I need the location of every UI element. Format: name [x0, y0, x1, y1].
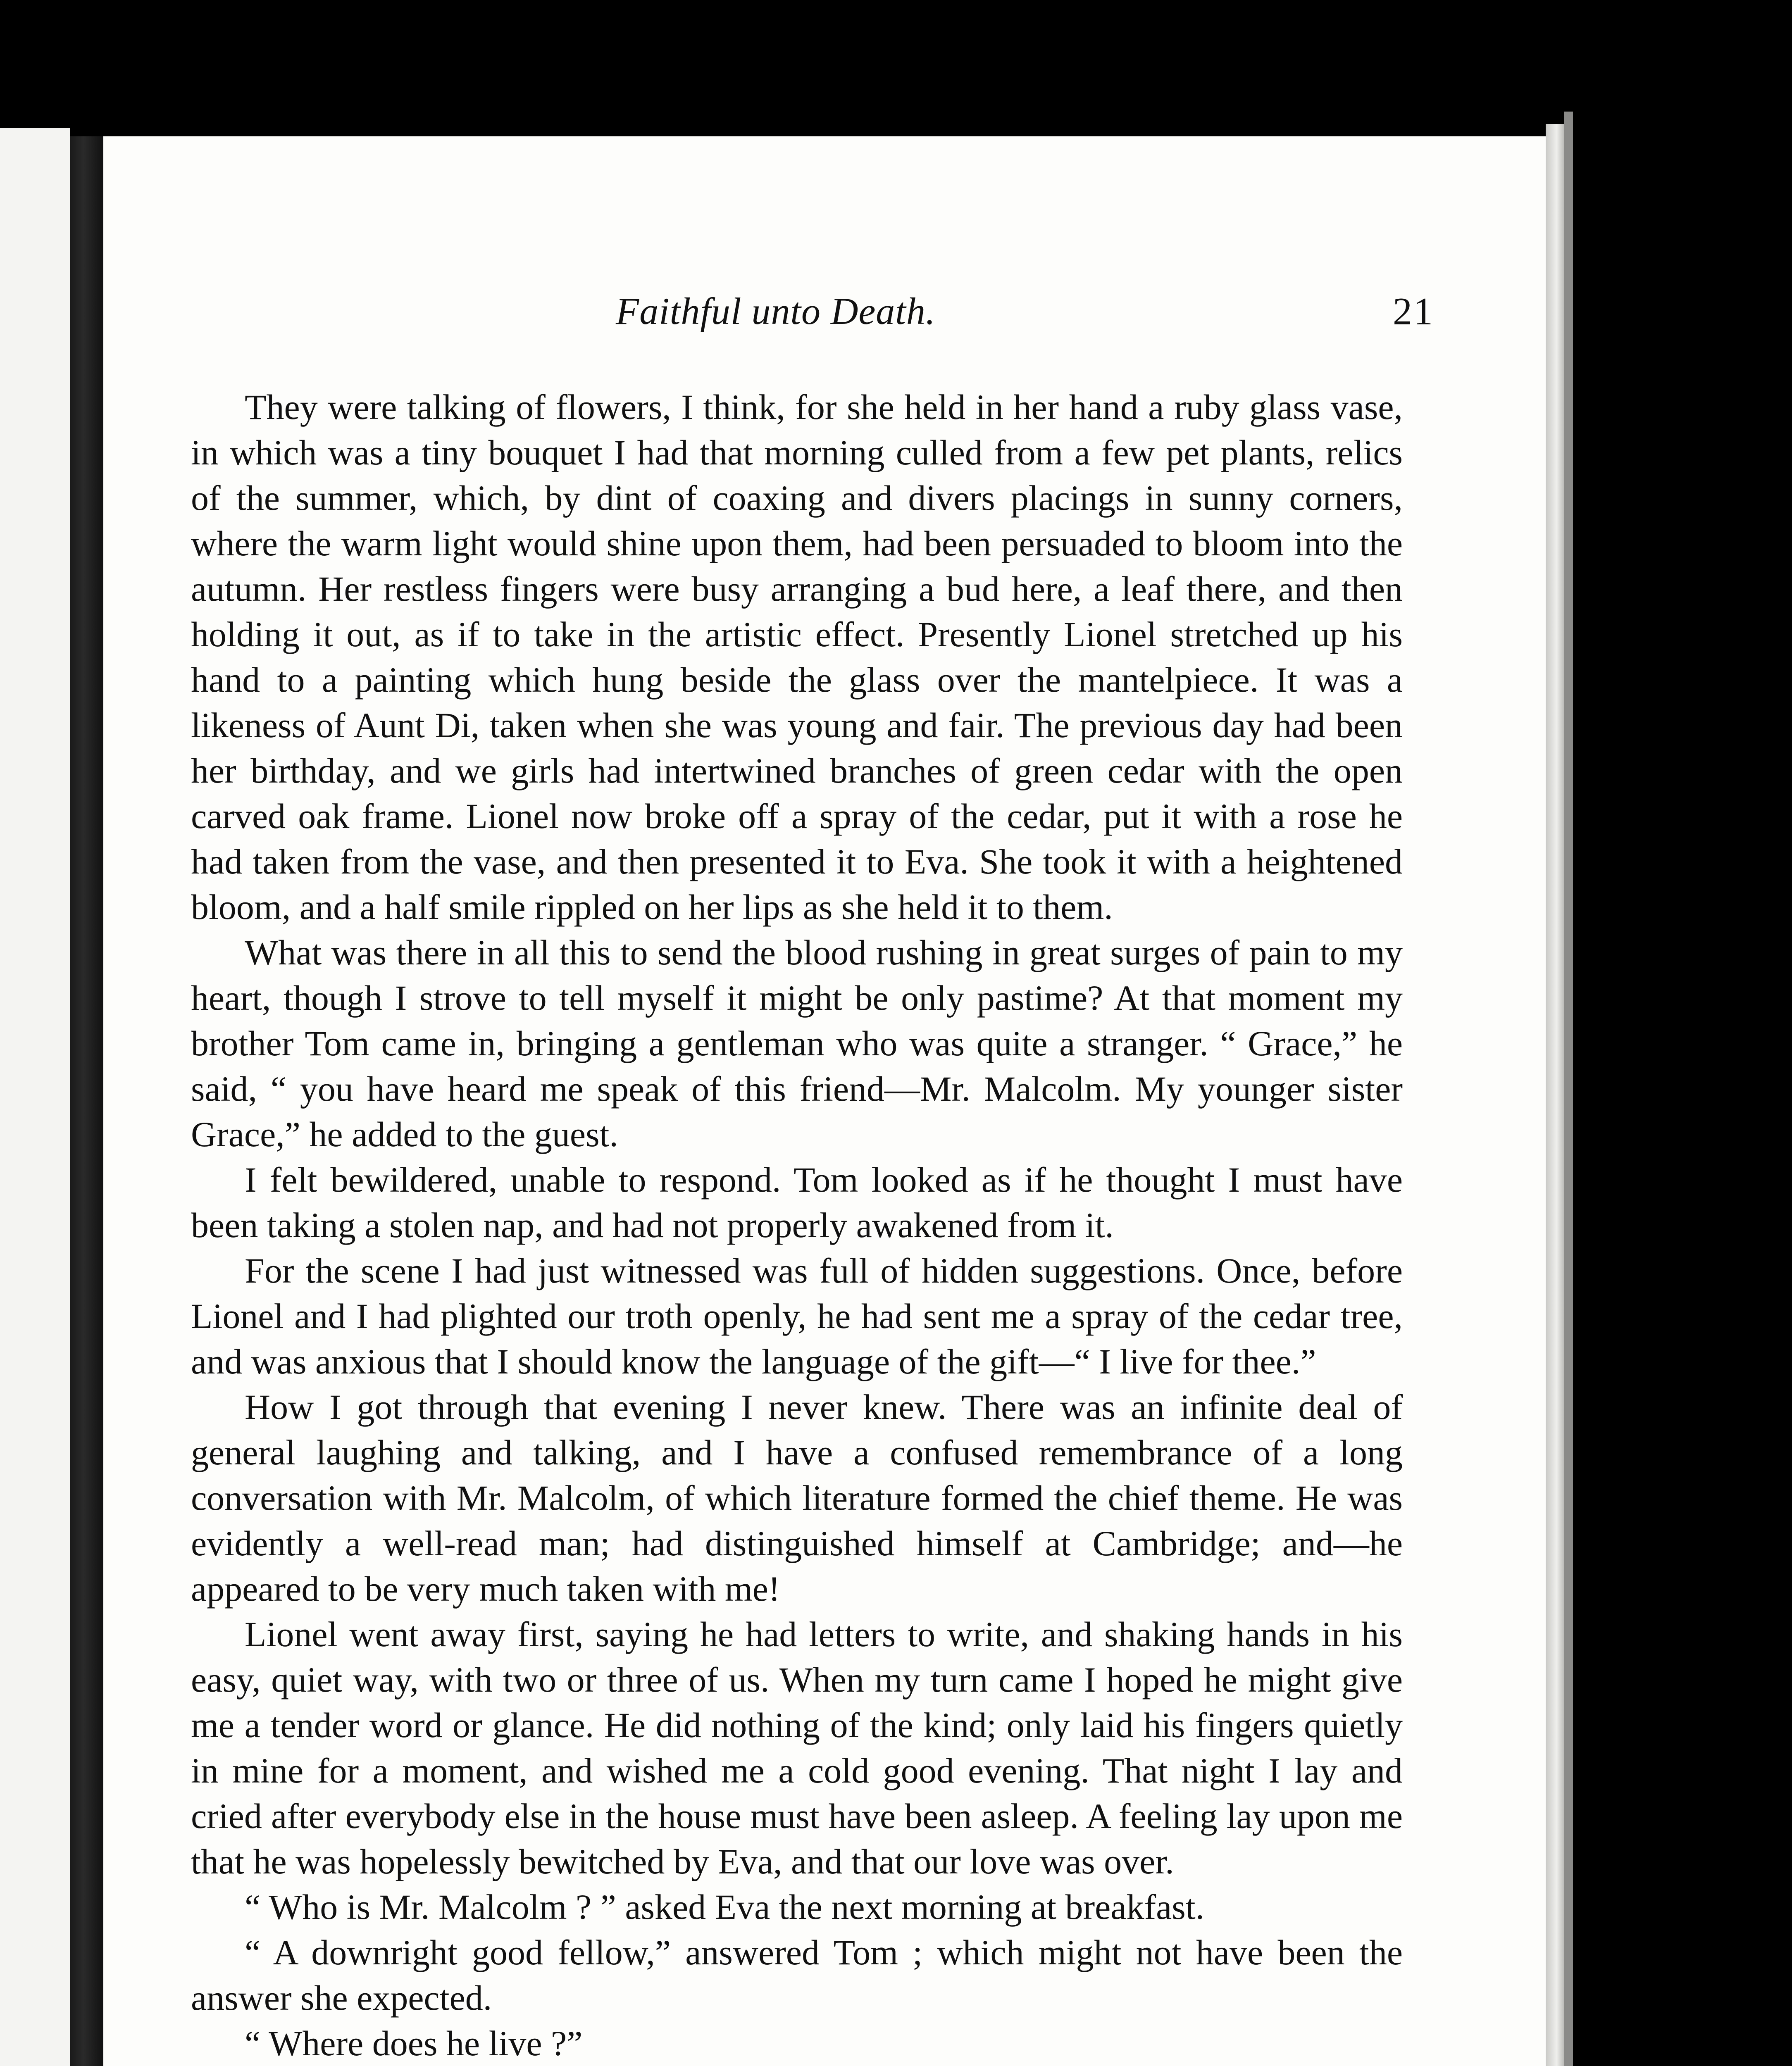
paragraph: “ A downright good fellow,” answered Tom ; which might not have been the answer she expected.	[191, 1933, 1403, 2018]
page-stack-edge	[1546, 124, 1564, 2066]
page-stack-edge-outer	[1564, 112, 1573, 2066]
body-text	[191, 384, 1403, 2066]
paragraph: How I got through that evening I never knew. There was an infinite deal of general laughing and talking, and I have a confused remembrance of a long conversation with Mr. Malcolm, of which literature formed the chief theme. He was evidently a well-read man; had distinguished himself at Cambridge; and—he appeared to be very much taken with me!	[191, 1387, 1403, 1609]
paragraph: Lionel went away first, saying he had letters to write, and shaking hands in his easy, quiet way, with two or three of us. When my turn came I hoped he might give me a tender word or glance. He did nothing of the kind; only laid his fingers quietly in mine for a moment, and wished me a cold good evening. That night I lay and cried after everybody else in the house must have been asleep. A feeling lay upon me that he was hopelessly bewitched by Eva, and that our love was over.	[191, 1614, 1403, 1881]
running-title: Faithful unto Death.	[616, 290, 936, 332]
running-head	[103, 289, 1546, 347]
book-gutter-shadow	[70, 136, 103, 2066]
page-number: 21	[1393, 290, 1434, 333]
paragraph: For the scene I had just witnessed was full of hidden suggestions. Once, before Lionel and I had plighted our troth openly, he had sent me a spray of the cedar tree, and was anxious that I should know the language of the gift—“ I live for thee.”	[191, 1251, 1403, 1381]
paragraph: I felt bewildered, unable to respond. Tom looked as if he thought I must have been taking a stolen nap, and had not properly awakened from it.	[191, 1160, 1403, 1245]
paragraph: They were talking of flowers, I think, for she held in her hand a ruby glass vase, in which was a tiny bouquet I had that morning culled from a few pet plants, relics of the summer, which, by dint of coaxing and divers placings in sunny corners, where the warm light would shine upon them, had been persuaded to bloom into the autumn. Her restless fingers were busy arranging a bud here, a leaf there, and then holding it out, as if to take in the artistic effect. Presently Lionel stretched up his hand to a painting which hung beside the glass over the mantelpiece. It was a likeness of Aunt Di, taken when she was young and fair. The previous day had been her birthday, and we girls had intertwined branches of green cedar with the open carved oak frame. Lionel now broke off a spray of the cedar, put it with a rose he had taken from the vase, and then presented it to Eva. She took it with a heightened bloom, and a half smile rippled on her lips as she held it to them.	[191, 387, 1403, 927]
paragraph: “ Who is Mr. Malcolm ? ” asked Eva the next morning at breakfast.	[245, 1887, 1205, 1927]
left-page-edge	[0, 128, 70, 2066]
paragraph: “ Where does he live ?”	[245, 2023, 583, 2063]
paragraph: What was there in all this to send the blood rushing in great surges of pain to my heart, though I strove to tell myself it might be only pastime? At that moment my brother Tom came in, bringing a gentleman who was quite a stranger. “ Grace,” he said, “ you have heard me speak of this friend—Mr. Malcolm. My younger sister Grace,” he added to the guest.	[191, 933, 1403, 1154]
